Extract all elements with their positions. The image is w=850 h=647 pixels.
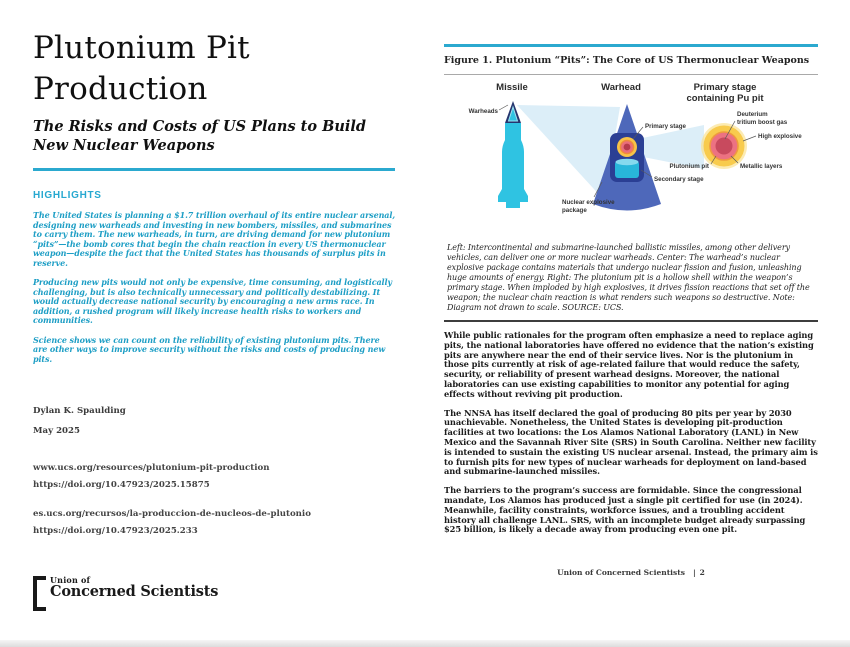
label-nuclear-explosive-line2: package	[562, 207, 587, 214]
body-paragraph: The NNSA has itself declared the goal of producing 80 pits per year by 2030 unachievable. Nonetheless, the United States is developing pit-production facilities at two locations: the Los Alamos National Laboratory (LANL) in New Mexico and the Savannah River Site (SRS) in South Carolina. Neither new facility is intended to sustain the existing US nuclear arsenal. Instead, the primary aim is to furnish pits for new types of nuclear warheads for deployment on land-based and submarine-launched missiles.	[444, 407, 818, 477]
column-header-primary-line2: containing Pu pit	[686, 93, 764, 104]
title-line-1: Plutonium Pit	[33, 30, 250, 66]
pit-boost-gas-core	[716, 138, 733, 155]
report-title	[33, 28, 395, 110]
leader-warheads	[499, 105, 508, 110]
column-header-missile: Missile	[496, 82, 528, 93]
highlights-heading: HIGHLIGHTS	[33, 190, 102, 201]
body-text	[444, 331, 818, 535]
highlights-section	[33, 211, 395, 364]
label-plutonium-pit: Plutonium pit	[669, 163, 709, 170]
highlights-paragraph: The United States is planning a $1.7 trillion overhaul of its entire nuclear arsenal, designing new warheads and investing in new bombers, missiles, and submarines to carry them. The new warheads, in turn, are driving demand for new plutonium “pits”—the bomb cores that begin the chain reaction in every US thermonuclear weapon—despite the fact that the United States has thousands of surplus pits in reserve.	[33, 210, 396, 268]
page-footer	[444, 568, 818, 577]
title-divider	[33, 168, 395, 171]
label-metallic-layers: Metallic layers	[740, 163, 783, 170]
body-paragraph: The barriers to the program’s success are formidable. Since the congressional mandate, Los Alamos has produced just a single pit certified for use (in 2024). Meanwhile, facility constraints, workforce issues, and a troubling accident history all challenge LANL. SRS, with an incomplete budget already surpassing $25 billion, is likely a decade away from producing even one pit.	[444, 485, 806, 535]
figure-caption: Left: Intercontinental and submarine-launched ballistic missiles, among other delivery vehicles, can deliver one or more nuclear warheads. Center: The warhead’s nuclear explosive package contains materials that undergo nuclear fission and fusion, unleashing huge amounts of energy. Right: The plutonium pit is a hollow shell within the weapon’s primary stage. When imploded by high explosives, it drives fission reactions that set off the weapon; the nuclear chain reaction is what renders such weapons so destructive. Note: Diagram not drawn to scale. SOURCE: UCS.	[447, 243, 810, 312]
footer-brand: Union of Concerned Scientists	[557, 568, 685, 578]
secondary-stage-cylinder-top	[616, 159, 639, 165]
scan-edge-shadow	[0, 640, 850, 647]
doi-link-es[interactable]: https://doi.org/10.47923/2025.233	[33, 526, 198, 536]
author-name: Dylan K. Spaulding	[33, 406, 126, 416]
doi-link-en[interactable]: https://doi.org/10.47923/2025.15875	[33, 480, 210, 490]
missile-illustration	[498, 101, 528, 208]
logo-line-concerned: Concerned Scientists	[50, 583, 219, 600]
footer-separator: |	[692, 568, 696, 578]
label-deuterium-line2: tritium boost gas	[737, 119, 788, 126]
right-page	[444, 44, 818, 577]
label-nuclear-explosive-line1: Nuclear explosive	[562, 199, 615, 206]
publication-date: May 2025	[33, 426, 80, 436]
highlights-paragraph: Science shows we can count on the reliability of existing plutonium pits. There are other ways to improve security without the risks and costs of producing new pits.	[33, 334, 386, 364]
footer-page-number: 2	[699, 568, 705, 578]
label-secondary-stage: Secondary stage	[654, 176, 704, 183]
title-line-2: Production	[33, 71, 208, 107]
figure-diagram	[444, 76, 818, 240]
column-header-primary-line1: Primary stage	[693, 82, 757, 93]
logo-line-union: Union of	[50, 575, 91, 585]
figure-top-rule	[444, 44, 818, 47]
primary-stage-circle-core	[624, 144, 631, 151]
resource-link-es[interactable]: es.ucs.org/recursos/la-produccion-de-nucleos-de-plutonio	[33, 509, 311, 519]
figure-title: Figure 1. Plutonium “Pits”: The Core of US Thermonuclear Weapons	[444, 55, 810, 66]
label-warheads: Warheads	[468, 108, 498, 115]
figure-bottom-rule	[444, 320, 818, 322]
label-high-explosive: High explosive	[758, 133, 802, 140]
highlights-paragraph: Producing new pits would not only be expensive, time consuming, and logistically challenging, but is also technically unnecessary and politically destabilizing. It would actually decrease national security by encouraging a new arms race. In addition, a rushed program will likely increase health risks to workers and communities.	[33, 277, 392, 325]
label-deuterium-line1: Deuterium	[737, 111, 768, 118]
label-primary-stage: Primary stage	[645, 123, 686, 130]
left-page	[33, 28, 395, 611]
column-header-warhead: Warhead	[601, 82, 641, 93]
missile-body	[498, 123, 528, 208]
figure-divider	[444, 74, 818, 75]
resource-link-en[interactable]: www.ucs.org/resources/plutonium-pit-production	[33, 463, 270, 473]
report-subtitle: The Risks and Costs of US Plans to Build New Nuclear Weapons	[33, 118, 367, 154]
logo-bracket-icon	[33, 576, 46, 611]
ucs-logo	[33, 576, 395, 611]
resource-links	[33, 463, 395, 536]
body-paragraph: While public rationales for the program often emphasize a need to replace aging pits, the national laboratories have offered no evidence that the nation’s existing pits are anywhere near the end of their service lives. Nor is the plutonium in those pits currently at risk of age-related failure that would reduce the safety, security, or reliability of present warhead designs. Moreover, the national laboratories can use existing capabilities to monitor any potential for aging effects without reviving pit production.	[444, 330, 814, 399]
